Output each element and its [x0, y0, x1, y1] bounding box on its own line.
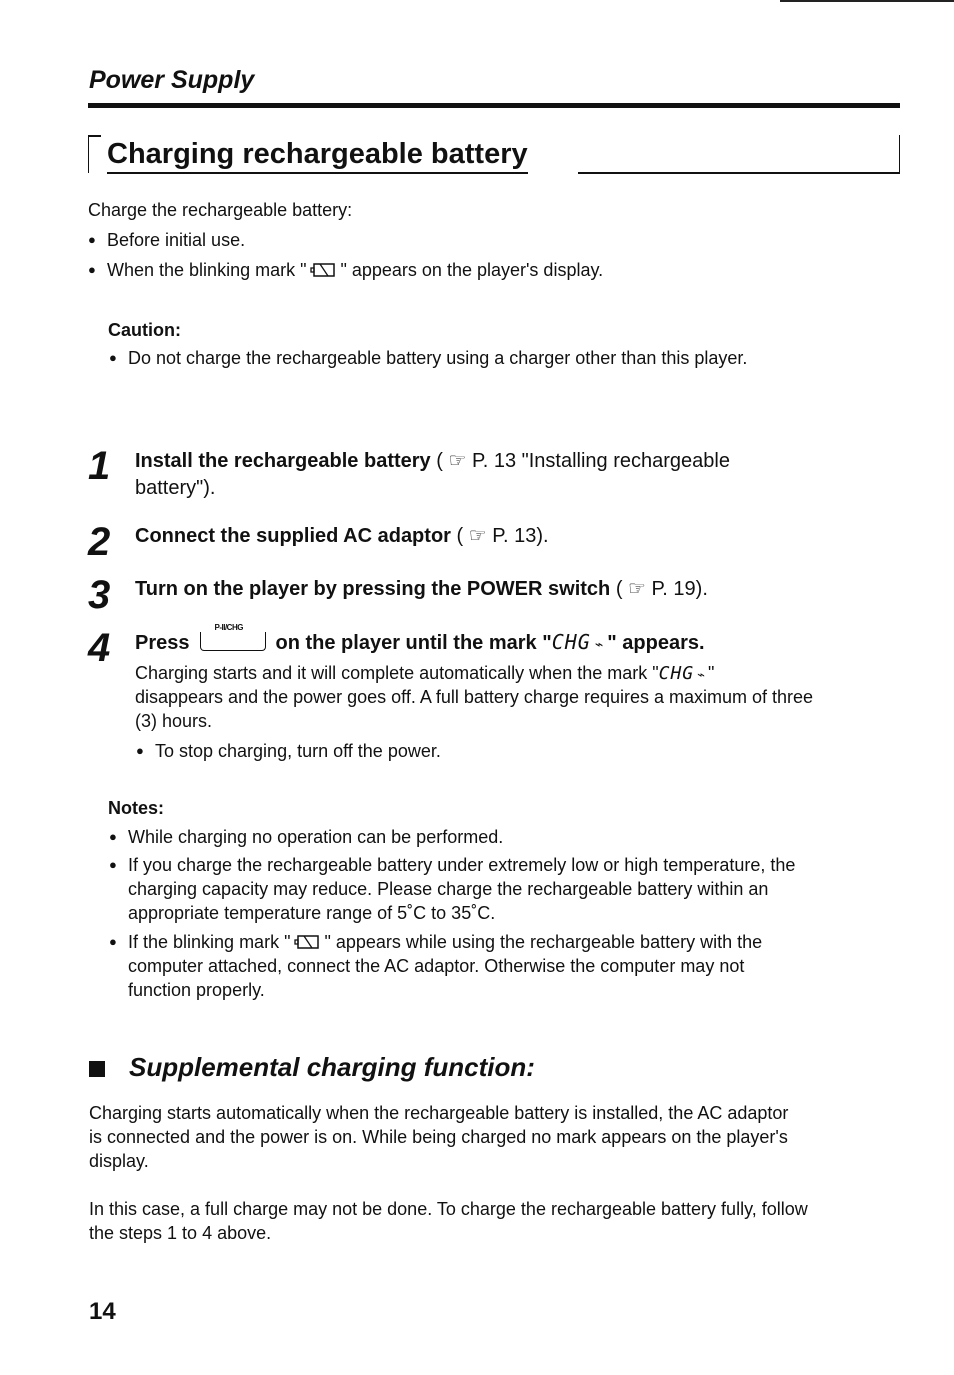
step-number: 4 [88, 626, 111, 670]
play-charge-button-glyph: P-II/CHG [200, 632, 266, 651]
supp-para-2-line-2: the steps 1 to 4 above. [89, 1223, 272, 1243]
page-number: 14 [89, 1298, 116, 1325]
step-number: 3 [88, 573, 111, 617]
step-3-text: Turn on the player by pressing the POWER switch ( ☞ P. 19). [135, 578, 708, 600]
note-2-line-2: charging capacity may reduce. Please charge the rechargeable battery within an [128, 879, 769, 899]
title-underline [578, 172, 900, 174]
battery-empty-icon [294, 934, 320, 950]
page-title: Charging rechargeable battery [107, 137, 528, 174]
intro-bullet-2: When the blinking mark " " appears on the player's display. [107, 260, 604, 280]
intro-lead: Charge the rechargeable battery: [88, 200, 353, 220]
note-3-line-1: If the blinking mark " " appears while using the rechargeable battery with the [128, 932, 763, 952]
supp-para-1-line-1: Charging starts automatically when the rechargeable battery is installed, the AC adaptor [89, 1103, 789, 1123]
caution-heading: Caution: [108, 320, 181, 340]
note-3-line-3: function properly. [128, 980, 265, 1000]
pointing-hand-icon: ☞ [628, 578, 646, 600]
charging-icon: ⌁ [697, 667, 705, 682]
supp-para-1-line-3: display. [89, 1151, 149, 1171]
step-number: 2 [88, 520, 111, 564]
intro-bullet-1: Before initial use. [107, 230, 246, 250]
step-4-body-1: Charging starts and it will complete automatically when the mark "CHG ⌁ " [135, 663, 715, 684]
step-4-body-3: (3) hours. [135, 711, 213, 731]
bullet-icon: ● [109, 829, 117, 844]
pointing-hand-icon: ☞ [448, 450, 467, 472]
step-2-text: Connect the supplied AC adaptor ( ☞ P. 13). [135, 525, 549, 547]
pointing-hand-icon: ☞ [468, 525, 487, 547]
square-bullet-icon [89, 1061, 105, 1077]
step-1-text: Install the rechargeable battery ( ☞ P. 13 "Installing rechargeable [135, 450, 730, 472]
supp-para-1-line-2: is connected and the power is on. While being charged no mark appears on the player's [89, 1127, 788, 1147]
note-1: While charging no operation can be performed. [128, 827, 504, 847]
step-1-line2: battery"). [135, 477, 216, 499]
bullet-icon: ● [136, 743, 144, 758]
bullet-icon: ● [109, 857, 117, 872]
notes-heading: Notes: [108, 798, 165, 818]
battery-empty-icon [310, 262, 336, 278]
note-2-line-3: appropriate temperature range of 5˚C to 35˚C. [128, 903, 496, 923]
step-4-body-2: disappears and the power goes off. A full battery charge requires a maximum of three [135, 687, 814, 707]
supp-para-2-line-1: In this case, a full charge may not be done. To charge the rechargeable battery fully, follow [89, 1199, 808, 1219]
note-3-line-2: computer attached, connect the AC adaptor. Otherwise the computer may not [128, 956, 745, 976]
bullet-icon: ● [109, 934, 117, 949]
bullet-icon: ● [88, 232, 96, 247]
bullet-icon: ● [88, 262, 96, 277]
supplemental-heading: Supplemental charging function: [129, 1052, 535, 1082]
caution-bullet: Do not charge the rechargeable battery using a charger other than this player. [128, 348, 748, 368]
step-number: 1 [88, 444, 111, 488]
section-header: Power Supply [89, 66, 255, 94]
section-divider [88, 103, 900, 108]
bullet-icon: ● [109, 350, 117, 365]
top-edge-rule [780, 0, 954, 2]
step-4-text: Press P-II/CHG on the player until the mark "CHG ⌁ " appears. [135, 623, 705, 654]
step-4-bullet: To stop charging, turn off the power. [155, 741, 441, 761]
note-2-line-1: If you charge the rechargeable battery under extremely low or high temperature, the [128, 855, 796, 875]
charging-icon: ⌁ [594, 636, 604, 652]
